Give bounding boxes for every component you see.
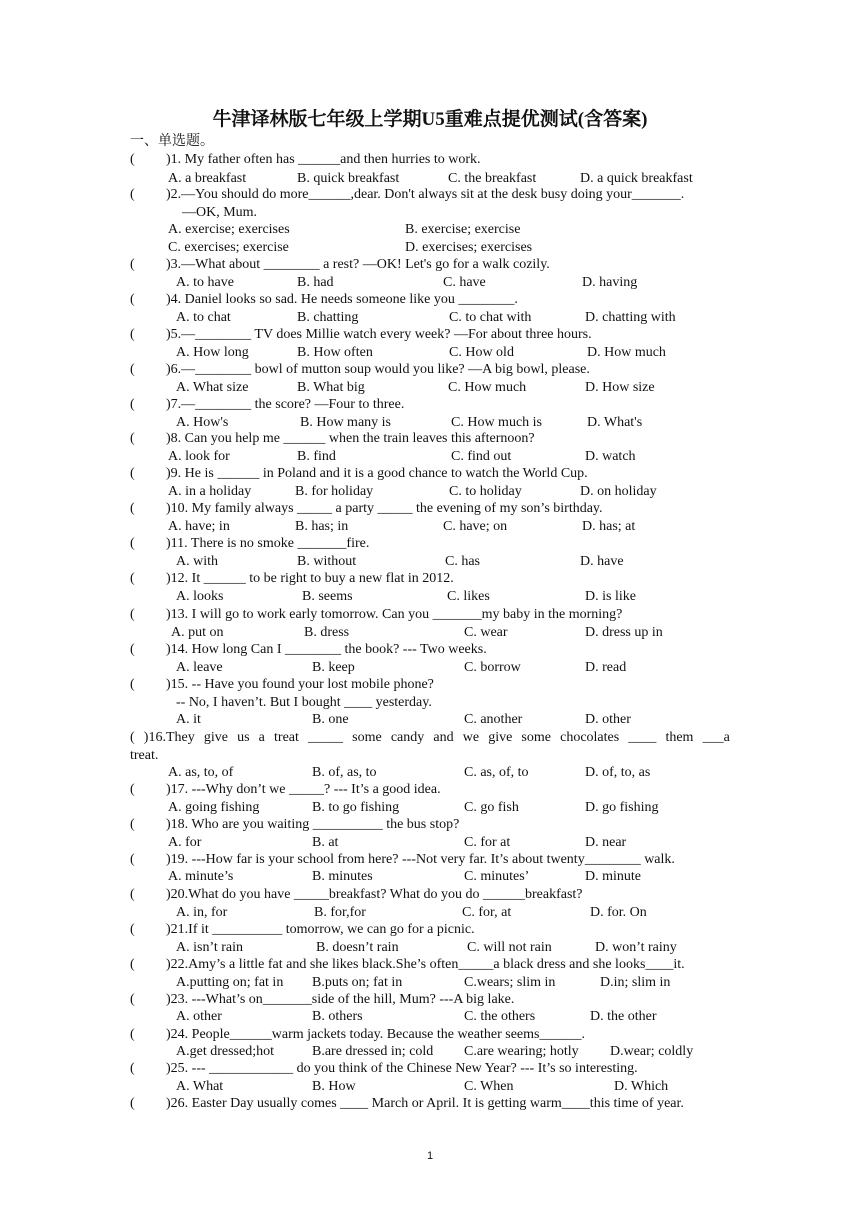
question-20-option-d: D. for. On bbox=[590, 905, 647, 920]
answer-paren: ( bbox=[130, 187, 135, 202]
question-8-option-d: D. watch bbox=[585, 449, 636, 464]
answer-paren: ( bbox=[130, 852, 135, 867]
question-10-stem: )10. My family always _____ a party _____ the evening of my son’s birthday. bbox=[166, 501, 603, 516]
question-18-option-b: B. at bbox=[312, 835, 339, 850]
question-14-option-d: D. read bbox=[585, 660, 627, 675]
question-25-option-a: A. What bbox=[176, 1079, 224, 1094]
answer-paren: ( bbox=[130, 887, 135, 902]
question-11-stem: )11. There is no smoke _______fire. bbox=[166, 536, 370, 551]
question-15-continuation: -- No, I haven’t. But I bought ____ yesterday. bbox=[176, 695, 432, 710]
question-26-stem: )26. Easter Day usually comes ____ March or April. It is getting warm____this time of year. bbox=[166, 1096, 684, 1111]
answer-paren: ( bbox=[130, 642, 135, 657]
question-16-word: give bbox=[488, 730, 513, 745]
answer-paren: ( bbox=[130, 327, 135, 342]
question-2-option-a: A. exercise; exercises bbox=[168, 222, 290, 237]
question-17-option-a: A. going fishing bbox=[168, 800, 260, 815]
question-11-option-b: B. without bbox=[297, 554, 357, 569]
answer-paren: ( bbox=[130, 466, 135, 481]
question-15-stem: )15. -- Have you found your lost mobile phone? bbox=[166, 677, 434, 692]
question-18-option-a: A. for bbox=[168, 835, 202, 850]
question-11-option-d: D. have bbox=[580, 554, 624, 569]
question-22-option-c: C.wears; slim in bbox=[464, 975, 556, 990]
question-12-option-c: C. likes bbox=[447, 589, 490, 604]
answer-paren: ( bbox=[130, 571, 135, 586]
question-21-option-b: B. doesn’t rain bbox=[316, 940, 399, 955]
answer-paren: ( bbox=[130, 677, 135, 692]
question-1-option-d: D. a quick breakfast bbox=[580, 171, 693, 186]
question-24-stem: )24. People______warm jackets today. Because the weather seems______. bbox=[166, 1027, 585, 1042]
question-6-option-c: C. How much bbox=[448, 380, 527, 395]
question-25-option-b: B. How bbox=[312, 1079, 356, 1094]
question-12-stem: )12. It ______ to be right to buy a new flat in 2012. bbox=[166, 571, 454, 586]
question-7-option-c: C. How much is bbox=[451, 415, 542, 430]
question-19-option-c: C. minutes’ bbox=[464, 869, 530, 884]
question-16-option-c: C. as, of, to bbox=[464, 765, 529, 780]
question-4-option-c: C. to chat with bbox=[449, 310, 532, 325]
question-19-stem: )19. ---How far is your school from here? ---Not very far. It’s about twenty________ walk. bbox=[166, 852, 675, 867]
page-number: 1 bbox=[426, 1150, 434, 1162]
answer-paren: ( bbox=[130, 1096, 135, 1111]
question-20-option-a: A. in, for bbox=[176, 905, 228, 920]
question-16-word: _____ bbox=[308, 730, 344, 745]
question-22-option-b: B.puts on; fat in bbox=[312, 975, 403, 990]
question-20-stem: )20.What do you have _____breakfast? What do you do ______breakfast? bbox=[166, 887, 583, 902]
question-17-stem: )17. ---Why don’t we _____? --- It’s a good idea. bbox=[166, 782, 441, 797]
question-16-word: )16.They bbox=[143, 730, 195, 745]
question-14-option-c: C. borrow bbox=[464, 660, 521, 675]
question-23-option-a: A. other bbox=[176, 1009, 222, 1024]
question-1-option-b: B. quick breakfast bbox=[297, 171, 400, 186]
question-6-option-d: D. How size bbox=[585, 380, 655, 395]
question-23-option-d: D. the other bbox=[590, 1009, 657, 1024]
question-9-option-d: D. on holiday bbox=[580, 484, 657, 499]
question-25-option-c: C. When bbox=[464, 1079, 514, 1094]
question-4-option-d: D. chatting with bbox=[585, 310, 676, 325]
question-16-word: and bbox=[433, 730, 454, 745]
question-17-option-c: C. go fish bbox=[464, 800, 519, 815]
answer-paren: ( bbox=[130, 992, 135, 1007]
question-16-word: give bbox=[203, 730, 228, 745]
question-2-option-c: C. exercises; exercise bbox=[168, 240, 289, 255]
question-2-stem: )2.—You should do more______,dear. Don't always sit at the desk busy doing your_______. bbox=[166, 187, 685, 202]
question-21-option-c: C. will not rain bbox=[467, 940, 552, 955]
question-24-option-d: D.wear; coldly bbox=[610, 1044, 694, 1059]
question-9-option-b: B. for holiday bbox=[295, 484, 374, 499]
question-23-option-b: B. others bbox=[312, 1009, 363, 1024]
question-7-option-b: B. How many is bbox=[300, 415, 391, 430]
question-16-word: chocolates bbox=[560, 730, 620, 745]
question-6-option-b: B. What big bbox=[297, 380, 365, 395]
answer-paren: ( bbox=[130, 957, 135, 972]
question-16-word: some bbox=[352, 730, 382, 745]
question-16-option-a: A. as, to, of bbox=[168, 765, 234, 780]
question-7-stem: )7.—________ the score? —Four to three. bbox=[166, 397, 405, 412]
question-24-option-b: B.are dressed in; cold bbox=[312, 1044, 434, 1059]
question-3-stem: )3.—What about ________ a rest? —OK! Let's go for a walk cozily. bbox=[166, 257, 550, 272]
answer-paren: ( bbox=[130, 817, 135, 832]
question-4-option-b: B. chatting bbox=[297, 310, 359, 325]
answer-paren: ( bbox=[130, 536, 135, 551]
question-18-option-d: D. near bbox=[585, 835, 627, 850]
question-10-option-c: C. have; on bbox=[443, 519, 508, 534]
question-5-stem: )5.—________ TV does Millie watch every week? —For about three hours. bbox=[166, 327, 592, 342]
question-17-option-b: B. to go fishing bbox=[312, 800, 400, 815]
question-7-option-a: A. How's bbox=[176, 415, 229, 430]
question-21-stem: )21.If it __________ tomorrow, we can go for a picnic. bbox=[166, 922, 475, 937]
question-16-word: ____ bbox=[628, 730, 657, 745]
question-24-option-a: A.get dressed;hot bbox=[176, 1044, 274, 1059]
question-13-option-a: A. put on bbox=[171, 625, 224, 640]
question-5-option-c: C. How old bbox=[449, 345, 514, 360]
question-1-stem: )1. My father often has ______and then hurries to work. bbox=[166, 152, 481, 167]
answer-paren: ( bbox=[130, 292, 135, 307]
question-11-option-c: C. has bbox=[445, 554, 480, 569]
question-3-option-a: A. to have bbox=[176, 275, 234, 290]
answer-paren: ( bbox=[130, 257, 135, 272]
question-16-option-d: D. of, to, as bbox=[585, 765, 651, 780]
question-13-option-b: B. dress bbox=[304, 625, 350, 640]
question-18-option-c: C. for at bbox=[464, 835, 511, 850]
question-8-option-c: C. find out bbox=[451, 449, 512, 464]
question-15-option-a: A. it bbox=[176, 712, 201, 727]
question-21-option-d: D. won’t rainy bbox=[595, 940, 677, 955]
question-3-option-b: B. had bbox=[297, 275, 334, 290]
question-14-stem: )14. How long Can I ________ the book? --- Two weeks. bbox=[166, 642, 487, 657]
question-1-option-a: A. a breakfast bbox=[168, 171, 247, 186]
question-22-option-a: A.putting on; fat in bbox=[176, 975, 284, 990]
question-9-option-a: A. in a holiday bbox=[168, 484, 252, 499]
question-16-word: ( bbox=[130, 730, 135, 745]
answer-paren: ( bbox=[130, 397, 135, 412]
question-19-option-b: B. minutes bbox=[312, 869, 373, 884]
question-8-stem: )8. Can you help me ______ when the train leaves this afternoon? bbox=[166, 431, 535, 446]
question-5-option-b: B. How often bbox=[297, 345, 373, 360]
question-2-option-d: D. exercises; exercises bbox=[405, 240, 533, 255]
question-14-option-b: B. keep bbox=[312, 660, 355, 675]
question-25-stem: )25. --- ____________ do you think of the Chinese New Year? --- It’s so interesting. bbox=[166, 1061, 638, 1076]
question-15-option-b: B. one bbox=[312, 712, 349, 727]
question-20-option-b: B. for,for bbox=[314, 905, 366, 920]
question-3-option-c: C. have bbox=[443, 275, 486, 290]
question-4-stem: )4. Daniel looks so sad. He needs someone like you ________. bbox=[166, 292, 518, 307]
question-2-continuation: —OK, Mum. bbox=[182, 205, 258, 220]
question-12-option-a: A. looks bbox=[176, 589, 224, 604]
question-23-stem: )23. ---What’s on_______side of the hill, Mum? ---A big lake. bbox=[166, 992, 515, 1007]
question-10-option-a: A. have; in bbox=[168, 519, 230, 534]
question-22-option-d: D.in; slim in bbox=[600, 975, 671, 990]
question-13-stem: )13. I will go to work early tomorrow. Can you _______my baby in the morning? bbox=[166, 607, 623, 622]
question-4-option-a: A. to chat bbox=[176, 310, 231, 325]
question-3-option-d: D. having bbox=[582, 275, 638, 290]
question-7-option-d: D. What's bbox=[587, 415, 643, 430]
question-9-stem: )9. He is ______ in Poland and it is a good chance to watch the World Cup. bbox=[166, 466, 588, 481]
question-13-option-c: C. wear bbox=[464, 625, 508, 640]
question-8-option-b: B. find bbox=[297, 449, 336, 464]
question-5-option-a: A. How long bbox=[176, 345, 249, 360]
answer-paren: ( bbox=[130, 782, 135, 797]
answer-paren: ( bbox=[130, 607, 135, 622]
answer-paren: ( bbox=[130, 1061, 135, 1076]
answer-paren: ( bbox=[130, 362, 135, 377]
question-24-option-c: C.are wearing; hotly bbox=[464, 1044, 579, 1059]
question-10-option-d: D. has; at bbox=[582, 519, 636, 534]
question-22-stem: )22.Amy’s a little fat and she likes black.She’s often_____a black dress and she looks____it. bbox=[166, 957, 685, 972]
question-16-stem bbox=[130, 730, 730, 746]
question-16-word: them bbox=[665, 730, 694, 745]
answer-paren: ( bbox=[130, 1027, 135, 1042]
question-21-option-a: A. isn’t rain bbox=[176, 940, 244, 955]
question-16-continuation: treat. bbox=[130, 748, 159, 763]
answer-paren: ( bbox=[130, 922, 135, 937]
question-6-option-a: A. What size bbox=[176, 380, 249, 395]
question-15-option-d: D. other bbox=[585, 712, 631, 727]
question-19-option-a: A. minute’s bbox=[168, 869, 234, 884]
question-16-word: a bbox=[258, 730, 265, 745]
question-14-option-a: A. leave bbox=[176, 660, 223, 675]
answer-paren: ( bbox=[130, 501, 135, 516]
answer-paren: ( bbox=[130, 152, 135, 167]
question-16-word: candy bbox=[390, 730, 425, 745]
question-23-option-c: C. the others bbox=[464, 1009, 536, 1024]
question-16-word: us bbox=[237, 730, 250, 745]
question-25-option-d: D. Which bbox=[614, 1079, 669, 1094]
question-16-word: some bbox=[521, 730, 551, 745]
question-9-option-c: C. to holiday bbox=[449, 484, 522, 499]
document-title: 牛津译林版七年级上学期U5重难点提优测试(含答案) bbox=[212, 109, 648, 130]
question-10-option-b: B. has; in bbox=[295, 519, 349, 534]
question-19-option-d: D. minute bbox=[585, 869, 641, 884]
question-13-option-d: D. dress up in bbox=[585, 625, 663, 640]
question-11-option-a: A. with bbox=[176, 554, 218, 569]
question-12-option-d: D. is like bbox=[585, 589, 636, 604]
question-8-option-a: A. look for bbox=[168, 449, 230, 464]
question-6-stem: )6.—________ bowl of mutton soup would you like? —A big bowl, please. bbox=[166, 362, 590, 377]
question-15-option-c: C. another bbox=[464, 712, 523, 727]
answer-paren: ( bbox=[130, 431, 135, 446]
question-16-option-b: B. of, as, to bbox=[312, 765, 377, 780]
question-16-word: we bbox=[462, 730, 480, 745]
question-20-option-c: C. for, at bbox=[462, 905, 512, 920]
question-2-option-b: B. exercise; exercise bbox=[405, 222, 521, 237]
question-1-option-c: C. the breakfast bbox=[448, 171, 537, 186]
question-16-word: ___a bbox=[702, 730, 730, 745]
question-16-word: treat bbox=[274, 730, 299, 745]
section-heading: 一、单选题。 bbox=[130, 134, 214, 149]
question-18-stem: )18. Who are you waiting __________ the bus stop? bbox=[166, 817, 460, 832]
question-12-option-b: B. seems bbox=[302, 589, 353, 604]
question-5-option-d: D. How much bbox=[587, 345, 666, 360]
question-17-option-d: D. go fishing bbox=[585, 800, 659, 815]
